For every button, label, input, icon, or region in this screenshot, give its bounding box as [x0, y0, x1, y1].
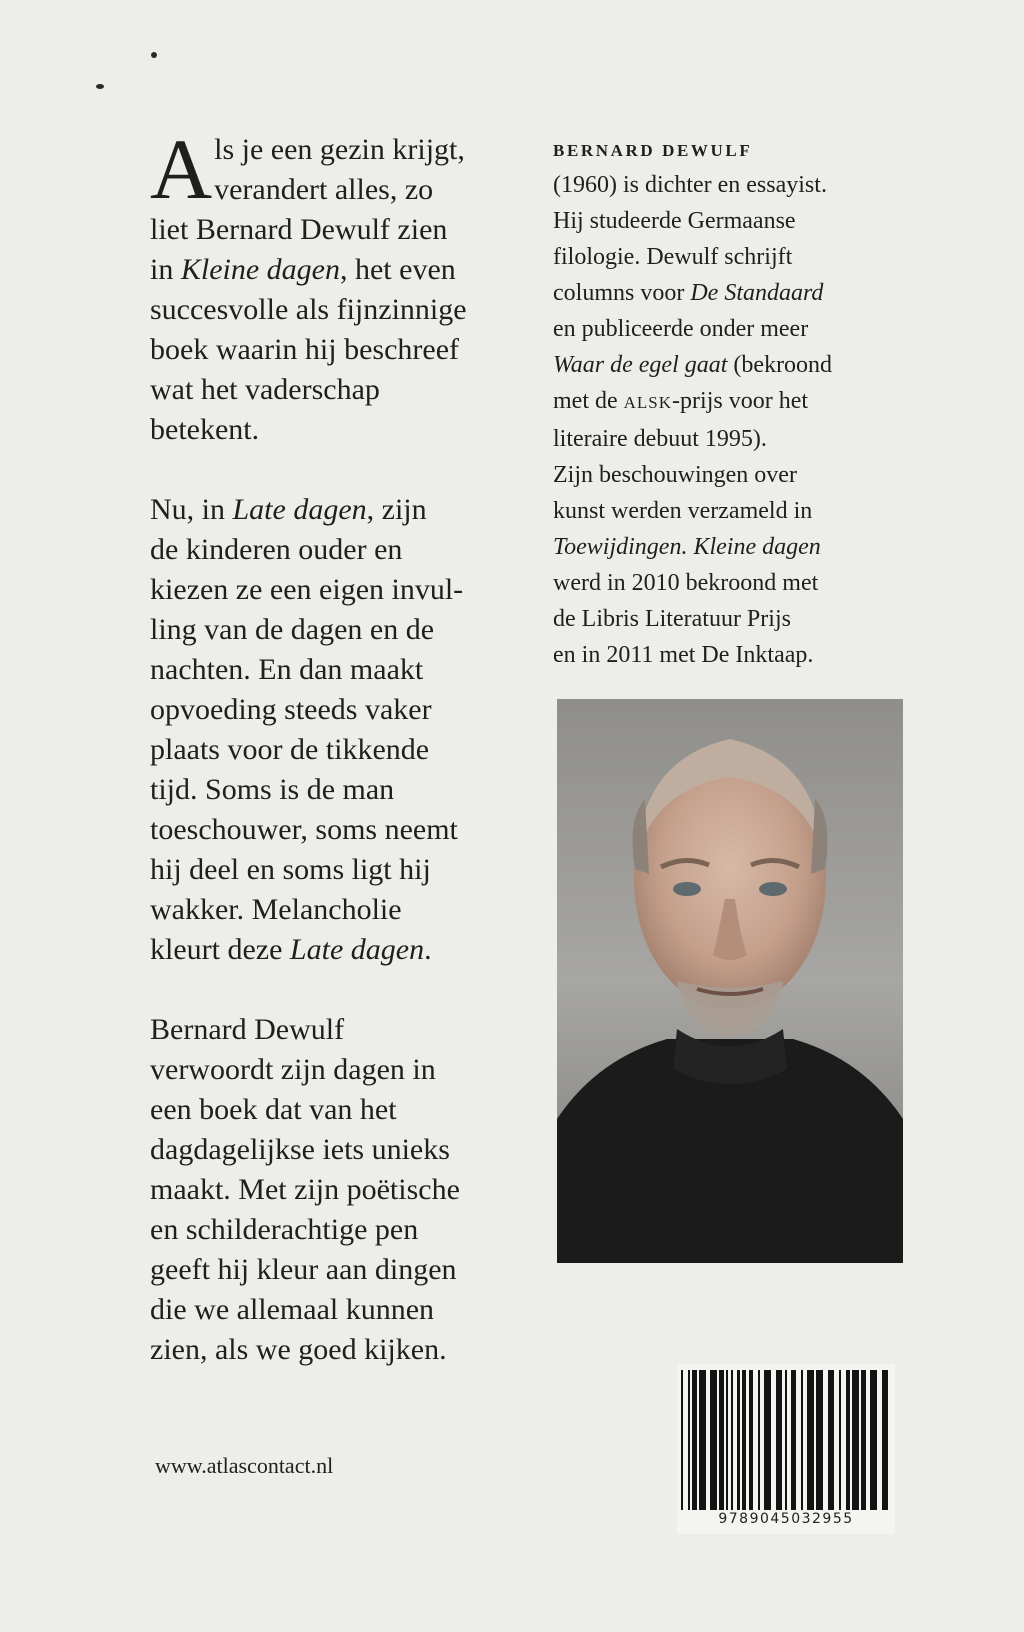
barcode-bar [776, 1370, 783, 1510]
barcode-bar [828, 1370, 835, 1510]
text-line: dagdagelijkse iets unieks [150, 1133, 450, 1166]
barcode-bar [888, 1370, 890, 1510]
description-paragraph-3 [150, 1010, 530, 1370]
text-line: Zijn beschouwingen over [553, 462, 797, 488]
barcode-bar [764, 1370, 771, 1510]
text-line: literaire debuut 1995). [553, 426, 767, 452]
publisher-website: www.atlascontact.nl [155, 1453, 334, 1478]
drop-cap: A [150, 121, 213, 217]
author-bio [553, 135, 913, 673]
text-line: kleurt deze Late dagen. [150, 933, 432, 966]
barcode-bar [852, 1370, 859, 1510]
barcode-bar [807, 1370, 814, 1510]
text-line: wakker. Melancholie [150, 893, 402, 926]
author-name: BERNARD DEWULF [553, 141, 753, 160]
text-line: verwoordt zijn dagen in [150, 1053, 436, 1086]
barcode-bar [699, 1370, 706, 1510]
description-paragraph-2 [150, 490, 530, 970]
text-line: maakt. Met zijn poëtische [150, 1173, 460, 1206]
barcode-bar [870, 1370, 877, 1510]
text-line: ling van de dagen en de [150, 613, 435, 646]
barcode-bars [681, 1370, 891, 1510]
text-line: een boek dat van het [150, 1093, 397, 1126]
isbn-barcode [677, 1364, 895, 1534]
text-line: succesvolle als fijnzinnige [150, 293, 467, 326]
text-line: hij deel en soms ligt hij [150, 853, 431, 886]
text-line: zien, als we goed kijken. [150, 1333, 447, 1366]
text-line: filologie. Dewulf schrijft [553, 244, 793, 270]
text-line: Toewijdingen. Kleine dagen [553, 534, 821, 560]
text-line: nachten. En dan maakt [150, 653, 424, 686]
text-line: en in 2011 met De Inktaap. [553, 642, 814, 668]
barcode-bar [882, 1370, 889, 1510]
text-line: liet Bernard Dewulf zien [150, 213, 448, 246]
text-line: tijd. Soms is de man [150, 773, 395, 806]
text-line: boek waarin hij beschreef [150, 333, 460, 366]
text-line: kunst werden verzameld in [553, 498, 813, 524]
text-line: wat het vaderschap [150, 373, 380, 406]
text-line: toeschouwer, soms neemt [150, 813, 458, 846]
text-line: columns voor De Standaard [553, 280, 824, 306]
author-portrait-photo [557, 699, 903, 1263]
text-line: betekent. [150, 413, 260, 446]
text-line: en publiceerde onder meer [553, 316, 809, 342]
text-line: verandert alles, zo [214, 173, 434, 206]
text-line: werd in 2010 bekroond met [553, 570, 819, 596]
text-line: Waar de egel gaat (bekroond [553, 352, 833, 378]
ink-speck [151, 52, 157, 58]
text-line: in Kleine dagen, het even [150, 253, 456, 286]
text-line: Bernard Dewulf [150, 1013, 345, 1046]
text-line: de kinderen ouder en [150, 533, 403, 566]
text-line: (1960) is dichter en essayist. [553, 172, 827, 198]
text-line: geeft hij kleur aan dingen [150, 1253, 457, 1286]
author-bio-text [553, 167, 913, 673]
text-line: opvoeding steeds vaker [150, 693, 432, 726]
text-line: ls je een gezin krijgt, [214, 133, 465, 166]
ink-speck [96, 84, 104, 89]
text-line: Nu, in Late dagen, zijn [150, 493, 427, 526]
text-line: en schilderachtige pen [150, 1213, 419, 1246]
barcode-bar [710, 1370, 717, 1510]
book-description [150, 121, 530, 1370]
description-paragraph-1 [150, 121, 530, 450]
text-line: Hij studeerde Germaanse [553, 208, 796, 234]
text-line: plaats voor de tikkende [150, 733, 430, 766]
text-line: de Libris Literatuur Prijs [553, 606, 791, 632]
text-line: die we allemaal kunnen [150, 1293, 435, 1326]
barcode-bar [816, 1370, 823, 1510]
text-line: kiezen ze een eigen invul- [150, 573, 464, 606]
text-line: met de ALSK-prijs voor het [553, 388, 809, 414]
isbn-number: 9789045032955 [718, 1511, 854, 1527]
